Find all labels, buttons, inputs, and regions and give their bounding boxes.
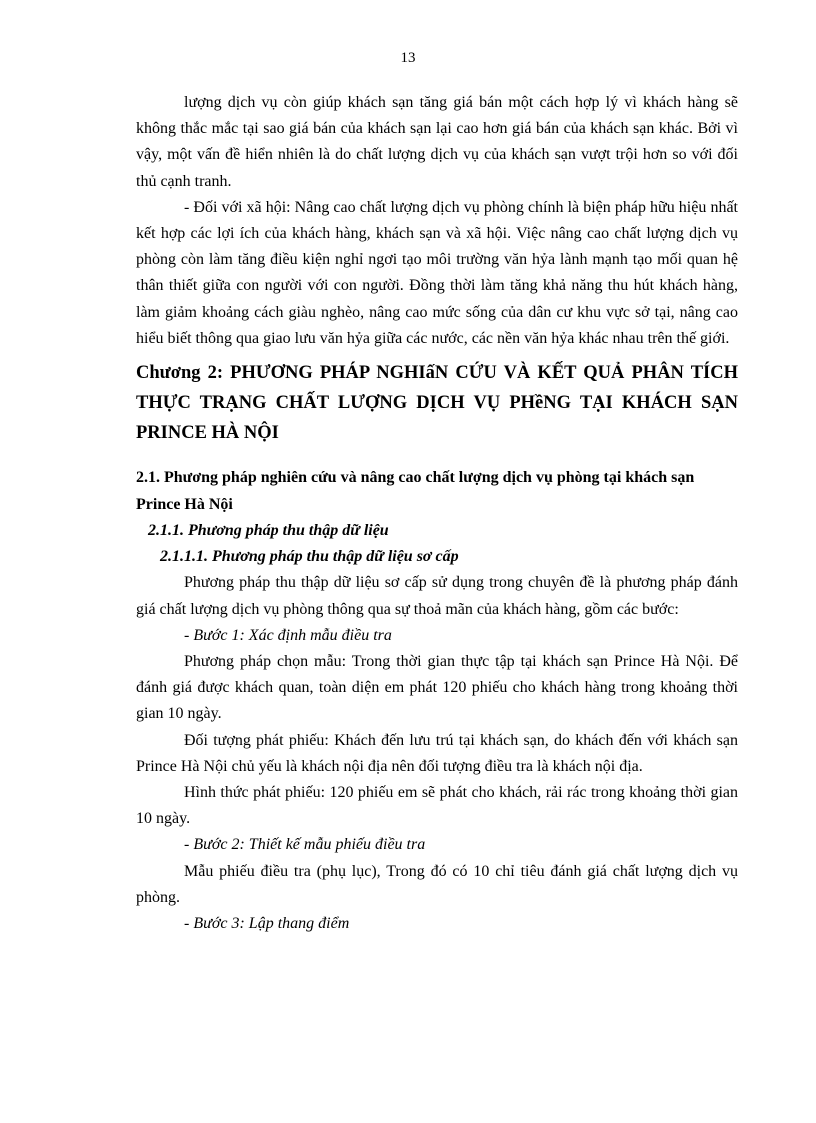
paragraph-sampling: Phương pháp chọn mẫu: Trong thời gian thực tập tại khách sạn Prince Hà Nội. Để đánh giá được khách quan, toàn diện em phát 120 phiếu cho khách hàng trong khoảng thời gian 10 ngày. [136,653,738,723]
chapter-title: Chương 2: PHƯƠNG PHÁP NGHIấN CỨU VÀ KẾT QUẢ PHÂN TÍCH THỰC TRẠNG CHẤT LƯỢNG DỊCH VỤ PHềNG TẠI KHÁCH SẠN PRINCE HÀ NỘI [136,363,738,444]
section-heading-2-1-1: 2.1.1. Phương pháp thu thập dữ liệu [148,522,389,540]
paragraph-target: Đối tượng phát phiếu: Khách đến lưu trú tại khách sạn, do khách đến với khách sạn Prince Hà Nội chủ yếu là khách nội địa nên đối tượng điều tra là khách nội địa. [136,731,738,775]
paragraph-survey-form: Mẫu phiếu điều tra (phụ lục), Trong đó có 10 chỉ tiêu đánh giá chất lượng dịch vụ phòng. [136,862,738,906]
paragraph-society: - Đối với xã hội: Nâng cao chất lượng dịch vụ phòng chính là biện pháp hữu hiệu nhất kết hợp các lợi ích của khách hàng, khách sạn và xã hội. Việc nâng cao chất lượng dịch vụ phòng còn làm tăng điều kiện nghỉ ngơi tạo môi trường văn hỷa lành mạnh tạo mối quan hệ thân thiết giữa con người với con người. Đồng thời làm tăng khả năng thu hút khách hàng, làm giảm khoảng cách giàu nghèo, nâng cao mức sống của dân cư khu vực sở tại, nâng cao hiểu biết thông qua giao lưu văn hỷa giữa các nước, các nền văn hỷa khác nhau trên thế giới. [136,198,738,347]
paragraph-form: Hình thức phát phiếu: 120 phiếu em sẽ phát cho khách, rải rác trong khoảng thời gian 10 ngày. [136,784,738,828]
step-1-heading: - Bước 1: Xác định mẫu điều tra [184,626,392,644]
body-text [136,90,738,937]
step-2-heading: - Bước 2: Thiết kế mẫu phiếu điều tra [184,836,426,854]
paragraph-service-benefit: lượng dịch vụ còn giúp khách sạn tăng giá bán một cách hợp lý vì khách hàng sẽ không thắc mắc tại sao giá bán của khách sạn lại cao hơn giá bán của khách sạn khác. Bởi vì vậy, một vấn đề hiển nhiên là do chất lượng dịch vụ của khách sạn vượt trội hơn so với đối thủ cạnh tranh. [136,94,738,190]
paragraph-method: Phương pháp thu thập dữ liệu sơ cấp sử dụng trong chuyên đề là phương pháp đánh giá chất lượng dịch vụ phòng thông qua sự thoả mãn của khách hàng, gồm các bước: [136,574,738,618]
section-heading-2-1-1-1: 2.1.1.1. Phương pháp thu thập dữ liệu sơ cấp [160,548,459,566]
step-3-heading: - Bước 3: Lập thang điểm [184,915,350,933]
page-number: 13 [400,50,416,66]
section-heading-2-1: 2.1. Phương pháp nghiên cứu và nâng cao chất lượng dịch vụ phòng tại khách sạn Prince Hà Nội [136,469,695,514]
